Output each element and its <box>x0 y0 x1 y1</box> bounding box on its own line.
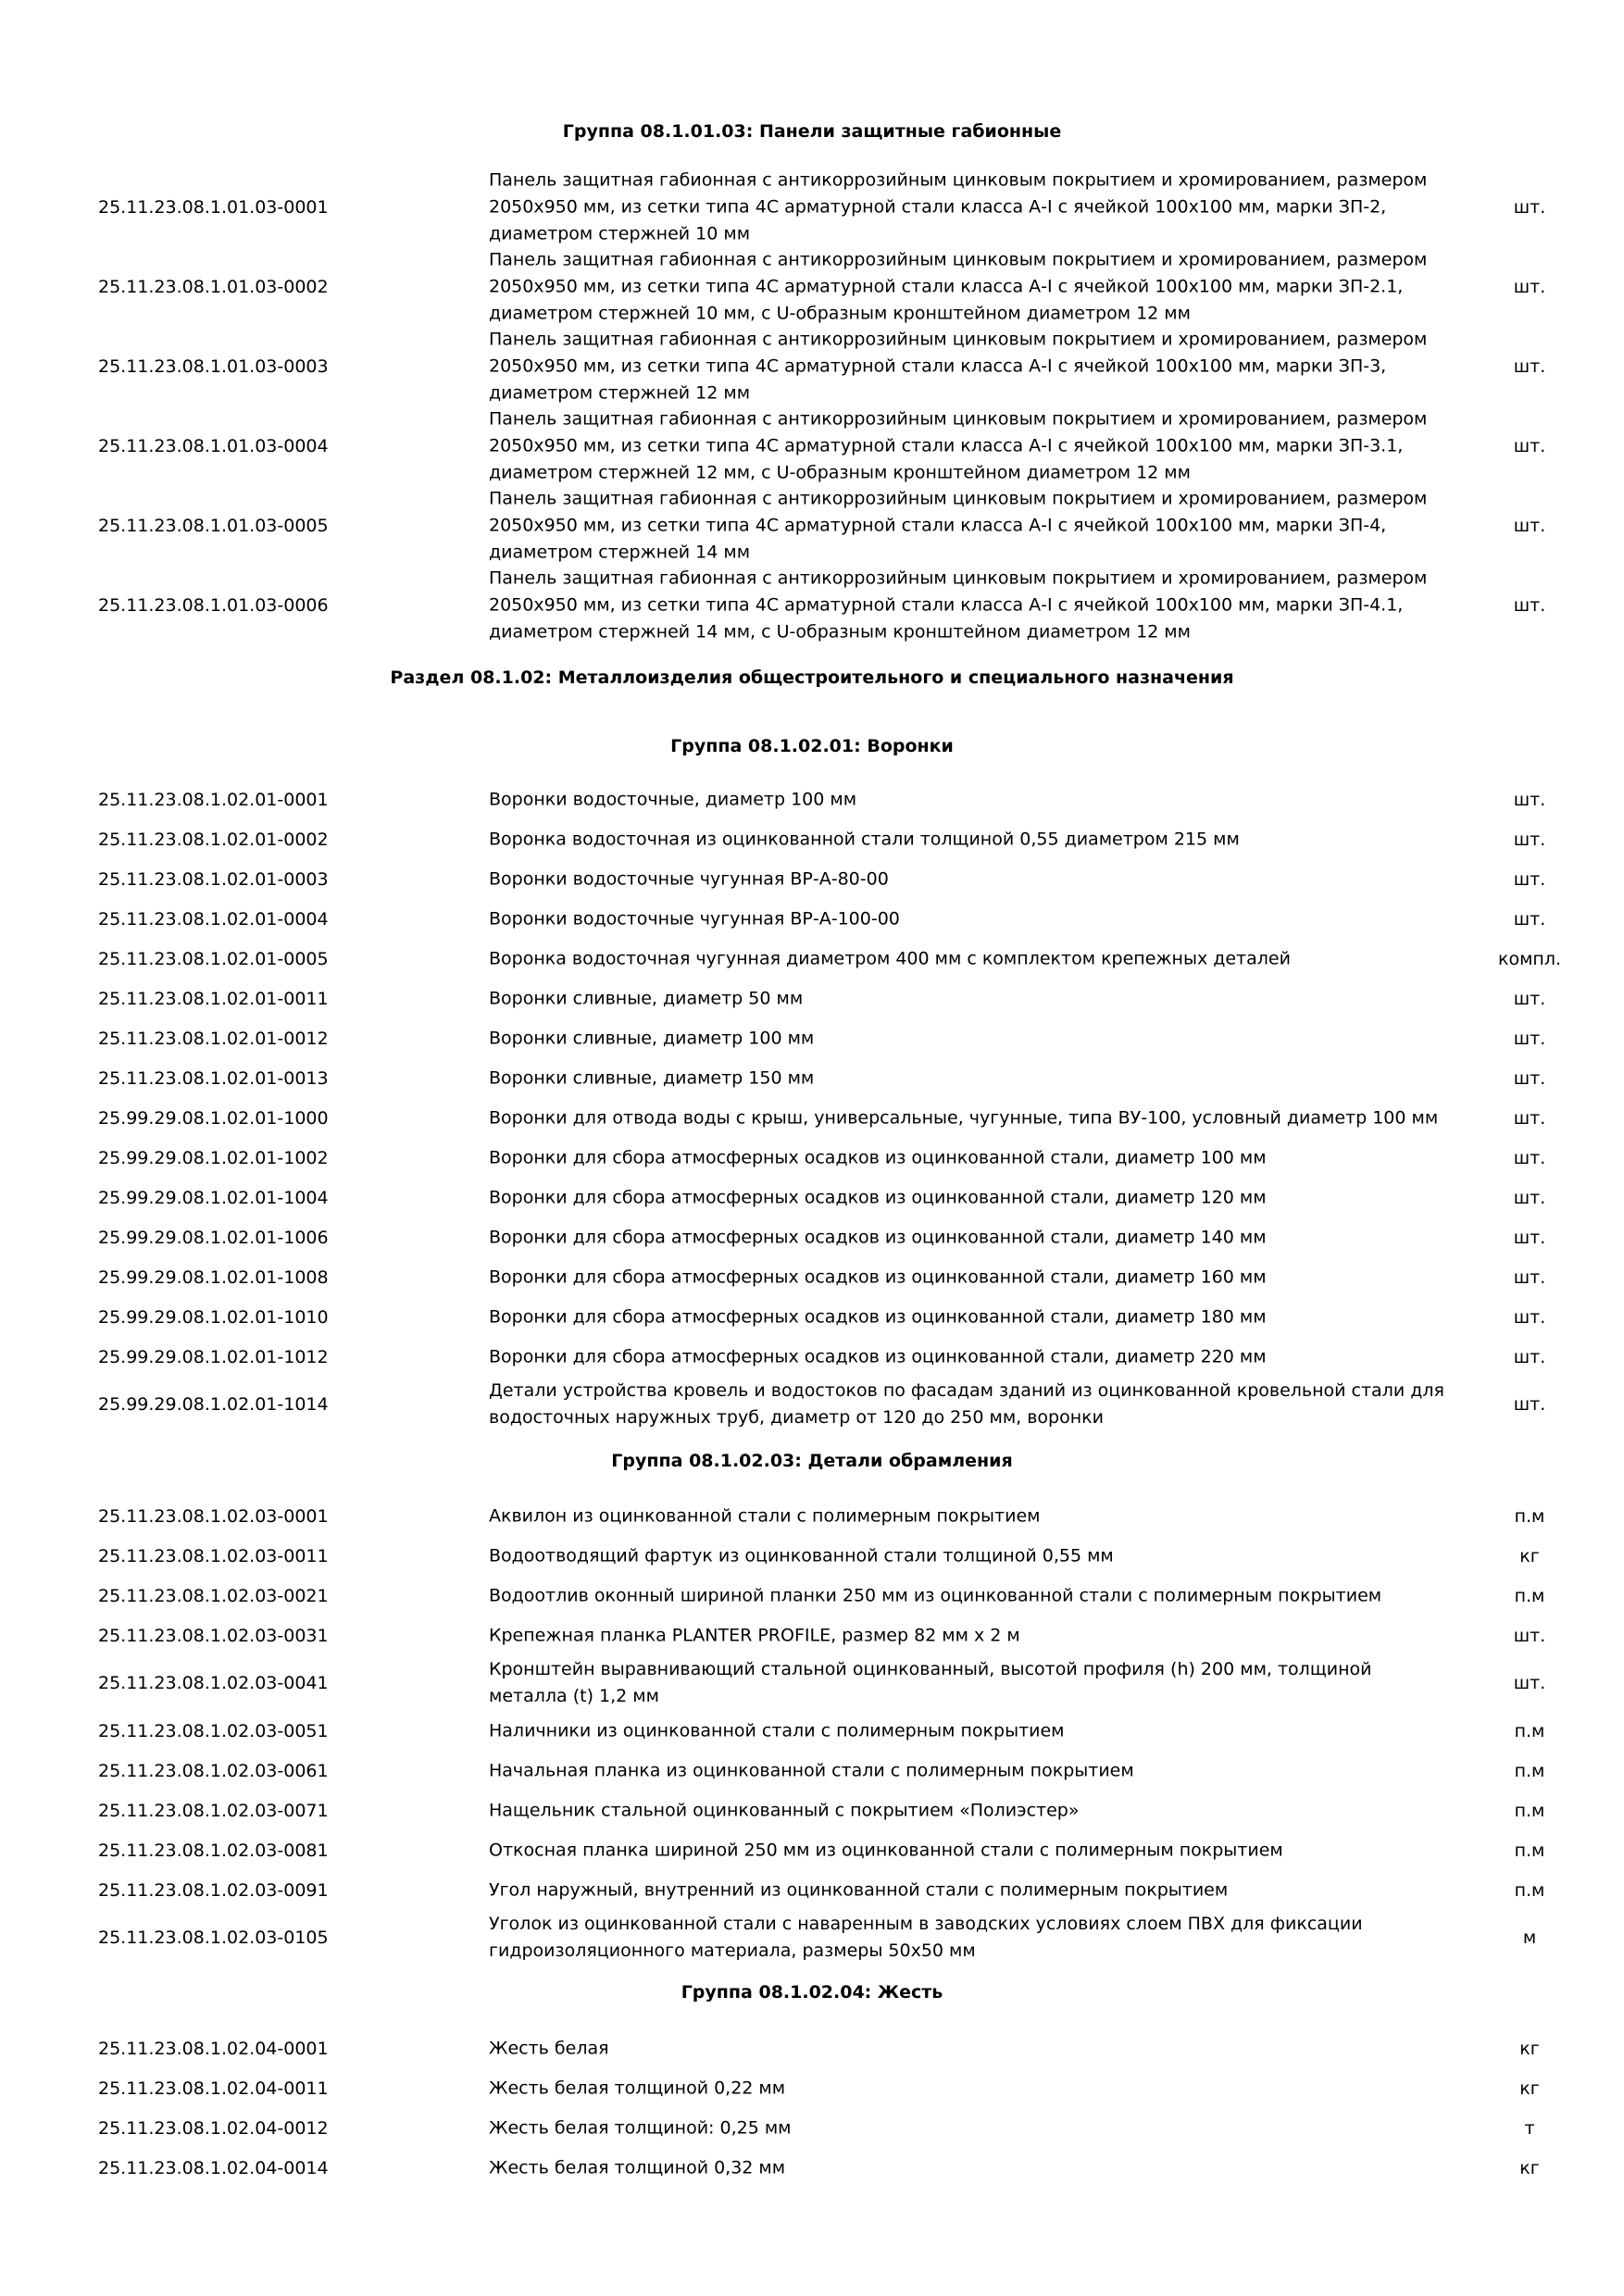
table-row <box>0 1297 1624 1337</box>
item-code: 25.11.23.08.1.02.03-0081 <box>98 1840 329 1861</box>
table-row <box>0 167 1624 247</box>
item-code: 25.11.23.08.1.01.03-0006 <box>98 594 329 616</box>
item-name: Воронки сливные, диаметр 50 мм <box>489 988 804 1008</box>
group-heading: Группа 08.1.02.03: Детали обрамления <box>611 1451 1013 1471</box>
item-code: 25.11.23.08.1.01.03-0005 <box>98 515 329 536</box>
group-heading: Группа 08.1.02.04: Жесть <box>681 1982 943 2003</box>
item-code: 25.99.29.08.1.02.01-1004 <box>98 1187 329 1208</box>
item-name: Откосная планка шириной 250 мм из оцинкованной стали с полимерным покрытием <box>489 1840 1283 1860</box>
item-unit: шт. <box>1513 1394 1546 1415</box>
item-code: 25.11.23.08.1.02.01-0002 <box>98 829 329 850</box>
item-unit: м <box>1522 1928 1537 1948</box>
item-unit: шт. <box>1513 594 1546 616</box>
item-code: 25.99.29.08.1.02.01-1008 <box>98 1267 329 1288</box>
item-unit: шт. <box>1513 276 1546 297</box>
item-name: Воронки для сбора атмосферных осадков из оцинкованной стали, диаметр 220 мм <box>489 1346 1267 1366</box>
item-code: 25.11.23.08.1.02.01-0011 <box>98 988 329 1009</box>
item-code: 25.11.23.08.1.02.04-0011 <box>98 2078 329 2099</box>
item-unit: кг <box>1519 1545 1540 1566</box>
item-unit: шт. <box>1513 1227 1546 1248</box>
item-code: 25.11.23.08.1.02.03-0091 <box>98 1879 329 1901</box>
item-name: Жесть белая толщиной 0,32 мм <box>489 2157 786 2177</box>
item-name: Воронки водосточные, диаметр 100 мм <box>489 789 857 809</box>
item-code: 25.11.23.08.1.02.01-0013 <box>98 1067 329 1089</box>
item-name: Уголок из оцинкованной стали с наваренным в заводских условиях слоем ПВХ для фиксации гидроизоляционного материала, размеры 50х50 мм <box>489 1914 1363 1961</box>
item-unit: компл. <box>1497 948 1562 969</box>
item-unit: шт. <box>1513 1067 1546 1089</box>
table-row <box>0 1830 1624 1870</box>
item-name: Панель защитная габионная с антикоррозийным цинковым покрытием и хромированием, размером 2050х950 мм, из сетки типа 4С арматурной стали класса А-I с ячейкой 100х100 мм, марки ЗП-4, диаметром стержней 14 мм <box>489 488 1428 562</box>
item-name: Панель защитная габионная с антикоррозийным цинковым покрытием и хромированием, размером 2050х950 мм, из сетки типа 4С арматурной стали класса А-I с ячейкой 100х100 мм, марки ЗП-4.1, диаметром стержней 14 мм, с U-образным кронштейном диаметром 12 мм <box>489 568 1428 642</box>
item-unit: шт. <box>1513 435 1546 456</box>
item-code: 25.11.23.08.1.02.03-0011 <box>98 1545 329 1566</box>
item-unit: шт. <box>1513 196 1546 218</box>
item-name: Воронки для сбора атмосферных осадков из оцинкованной стали, диаметр 140 мм <box>489 1227 1267 1247</box>
item-unit: кг <box>1519 2157 1540 2178</box>
item-unit: шт. <box>1513 1028 1546 1049</box>
item-code: 25.11.23.08.1.02.01-0004 <box>98 908 329 930</box>
item-unit: т <box>1524 2117 1535 2139</box>
item-name: Начальная планка из оцинкованной стали с полимерным покрытием <box>489 1760 1134 1780</box>
item-unit: п.м <box>1514 1720 1545 1741</box>
item-name: Воронки для отвода воды с крыш, универсальные, чугунные, типа ВУ-100, условный диаметр 100 мм <box>489 1107 1439 1128</box>
table-row <box>0 2028 1624 2068</box>
table-row <box>0 1377 1624 1432</box>
item-code: 25.11.23.08.1.02.04-0001 <box>98 2038 329 2059</box>
table-row <box>0 1751 1624 1791</box>
table-row <box>0 2068 1624 2108</box>
item-name: Воронки водосточные чугунная ВР-А-100-00 <box>489 908 900 929</box>
item-name: Нащельник стальной оцинкованный с покрытием «Полиэстер» <box>489 1800 1080 1820</box>
table-row <box>0 1496 1624 1536</box>
item-code: 25.11.23.08.1.02.03-0021 <box>98 1585 329 1606</box>
table-row <box>0 899 1624 939</box>
table-row <box>0 2108 1624 2148</box>
item-code: 25.99.29.08.1.02.01-1010 <box>98 1306 329 1328</box>
table-row <box>0 1257 1624 1297</box>
table-row <box>0 1910 1624 1965</box>
item-unit: п.м <box>1514 1840 1545 1861</box>
item-code: 25.11.23.08.1.02.03-0105 <box>98 1928 329 1948</box>
item-name: Воронки для сбора атмосферных осадков из оцинкованной стали, диаметр 180 мм <box>489 1306 1267 1327</box>
item-unit: шт. <box>1513 1306 1546 1328</box>
table-row <box>0 1018 1624 1058</box>
item-unit: п.м <box>1514 1585 1545 1606</box>
item-code: 25.11.23.08.1.01.03-0004 <box>98 435 329 456</box>
table-row <box>0 565 1624 645</box>
table-row <box>0 2148 1624 2188</box>
item-unit: шт. <box>1513 1625 1546 1646</box>
group-heading: Группа 08.1.02.01: Воронки <box>670 736 954 756</box>
item-name: Водоотводящий фартук из оцинкованной стали толщиной 0,55 мм <box>489 1545 1114 1566</box>
table-row <box>0 979 1624 1018</box>
item-name: Воронки сливные, диаметр 100 мм <box>489 1028 815 1048</box>
item-name: Панель защитная габионная с антикоррозийным цинковым покрытием и хромированием, размером 2050х950 мм, из сетки типа 4С арматурной стали класса А-I с ячейкой 100х100 мм, марки ЗП-3, диаметром стержней 12 мм <box>489 329 1428 403</box>
table-row <box>0 780 1624 819</box>
item-unit: шт. <box>1513 988 1546 1009</box>
item-code: 25.11.23.08.1.02.03-0061 <box>98 1760 329 1781</box>
item-code: 25.99.29.08.1.02.01-1012 <box>98 1346 329 1367</box>
item-code: 25.11.23.08.1.02.03-0031 <box>98 1625 329 1646</box>
item-unit: кг <box>1519 2078 1540 2099</box>
item-unit: п.м <box>1514 1879 1545 1901</box>
table-row <box>0 1655 1624 1711</box>
table-row <box>0 1536 1624 1576</box>
table-row <box>0 1178 1624 1217</box>
item-unit: шт. <box>1513 356 1546 377</box>
table-row <box>0 246 1624 327</box>
item-code: 25.11.23.08.1.02.03-0051 <box>98 1720 329 1741</box>
item-name: Панель защитная габионная с антикоррозийным цинковым покрытием и хромированием, размером 2050х950 мм, из сетки типа 4С арматурной стали класса А-I с ячейкой 100х100 мм, марки ЗП-3.1, диаметром стержней 12 мм, с U-образным кронштейном диаметром 12 мм <box>489 408 1428 482</box>
table-row <box>0 1138 1624 1178</box>
item-unit: шт. <box>1513 515 1546 536</box>
table-row <box>0 1217 1624 1257</box>
item-unit: шт. <box>1513 1673 1546 1693</box>
item-name: Жесть белая <box>489 2038 609 2058</box>
item-name: Детали устройства кровель и водостоков по фасадам зданий из оцинкованной кровельной стали для водосточных наружных труб, диаметр от 120 до 250 мм, воронки <box>489 1380 1444 1428</box>
item-unit: шт. <box>1513 908 1546 930</box>
table-row <box>0 1098 1624 1138</box>
item-code: 25.11.23.08.1.02.01-0001 <box>98 789 329 810</box>
item-name: Крепежная планка PLANTER PROFILE, размер 82 мм х 2 м <box>489 1625 1020 1645</box>
item-code: 25.99.29.08.1.02.01-1006 <box>98 1227 329 1248</box>
table-row <box>0 1616 1624 1655</box>
section-heading: Раздел 08.1.02: Металлоизделия общестроительного и специального назначения <box>390 668 1234 688</box>
item-unit: шт. <box>1513 1107 1546 1129</box>
item-code: 25.11.23.08.1.02.04-0014 <box>98 2157 329 2178</box>
item-name: Воронка водосточная чугунная диаметром 400 мм с комплектом крепежных деталей <box>489 948 1291 968</box>
item-code: 25.11.23.08.1.02.04-0012 <box>98 2117 329 2139</box>
table-row <box>0 819 1624 859</box>
table-row <box>0 1058 1624 1098</box>
item-code: 25.11.23.08.1.02.01-0005 <box>98 948 329 969</box>
item-code: 25.11.23.08.1.02.03-0071 <box>98 1800 329 1821</box>
item-unit: п.м <box>1514 1760 1545 1781</box>
item-code: 25.99.29.08.1.02.01-1000 <box>98 1107 329 1129</box>
table-row <box>0 859 1624 899</box>
item-name: Воронка водосточная из оцинкованной стали толщиной 0,55 диаметром 215 мм <box>489 829 1240 849</box>
table-row <box>0 939 1624 979</box>
table-row <box>0 1337 1624 1377</box>
item-code: 25.11.23.08.1.01.03-0002 <box>98 276 329 297</box>
item-unit: кг <box>1519 2038 1540 2059</box>
item-name: Панель защитная габионная с антикоррозийным цинковым покрытием и хромированием, размером 2050х950 мм, из сетки типа 4С арматурной стали класса А-I с ячейкой 100х100 мм, марки ЗП-2.1, диаметром стержней 10 мм, с U-образным кронштейном диаметром 12 мм <box>489 249 1428 323</box>
table-row <box>0 1791 1624 1830</box>
item-name: Жесть белая толщиной 0,22 мм <box>489 2078 786 2098</box>
item-name: Аквилон из оцинкованной стали с полимерным покрытием <box>489 1505 1041 1526</box>
item-unit: п.м <box>1514 1800 1545 1821</box>
item-unit: шт. <box>1513 868 1546 890</box>
item-code: 25.11.23.08.1.02.03-0041 <box>98 1673 329 1693</box>
item-name: Воронки для сбора атмосферных осадков из оцинкованной стали, диаметр 100 мм <box>489 1147 1267 1167</box>
item-unit: шт. <box>1513 829 1546 850</box>
item-code: 25.11.23.08.1.02.03-0001 <box>98 1505 329 1527</box>
item-name: Угол наружный, внутренний из оцинкованной стали с полимерным покрытием <box>489 1879 1229 1900</box>
item-unit: шт. <box>1513 1187 1546 1208</box>
item-name: Воронки сливные, диаметр 150 мм <box>489 1067 815 1088</box>
item-name: Водоотлив оконный шириной планки 250 мм из оцинкованной стали с полимерным покрытием <box>489 1585 1382 1605</box>
table-row <box>0 1576 1624 1616</box>
item-unit: шт. <box>1513 1147 1546 1168</box>
item-name: Воронки для сбора атмосферных осадков из оцинкованной стали, диаметр 120 мм <box>489 1187 1267 1207</box>
item-code: 25.11.23.08.1.02.01-0003 <box>98 868 329 890</box>
table-row <box>0 326 1624 406</box>
item-name: Наличники из оцинкованной стали с полимерным покрытием <box>489 1720 1065 1741</box>
item-name: Воронки водосточные чугунная ВР-А-80-00 <box>489 868 889 889</box>
item-name: Панель защитная габионная с антикоррозийным цинковым покрытием и хромированием, размером 2050х950 мм, из сетки типа 4С арматурной стали класса А-I с ячейкой 100х100 мм, марки ЗП-2, диаметром стержней 10 мм <box>489 169 1428 243</box>
table-row <box>0 485 1624 566</box>
item-name: Воронки для сбора атмосферных осадков из оцинкованной стали, диаметр 160 мм <box>489 1267 1267 1287</box>
table-row <box>0 406 1624 486</box>
table-row <box>0 1711 1624 1751</box>
item-name: Жесть белая толщиной: 0,25 мм <box>489 2117 792 2138</box>
item-unit: п.м <box>1514 1505 1545 1527</box>
item-code: 25.99.29.08.1.02.01-1014 <box>98 1394 329 1415</box>
item-unit: шт. <box>1513 789 1546 810</box>
item-code: 25.11.23.08.1.02.01-0012 <box>98 1028 329 1049</box>
item-unit: шт. <box>1513 1267 1546 1288</box>
item-code: 25.99.29.08.1.02.01-1002 <box>98 1147 329 1168</box>
item-unit: шт. <box>1513 1346 1546 1367</box>
item-code: 25.11.23.08.1.01.03-0003 <box>98 356 329 377</box>
group-heading: Группа 08.1.01.03: Панели защитные габионные <box>562 121 1062 142</box>
item-code: 25.11.23.08.1.01.03-0001 <box>98 196 329 218</box>
table-row <box>0 1870 1624 1910</box>
item-name: Кронштейн выравнивающий стальной оцинкованный, высотой профиля (h) 200 мм, толщиной металла (t) 1,2 мм <box>489 1659 1372 1706</box>
